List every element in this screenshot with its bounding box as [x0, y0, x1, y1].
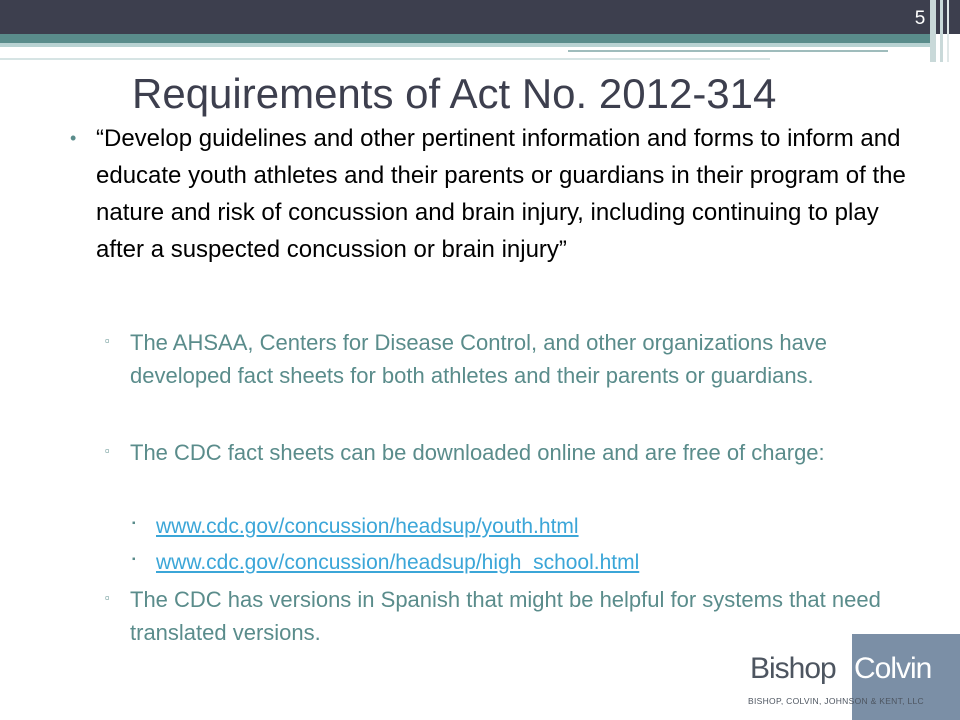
link-bullet-marker: ▪ — [132, 554, 136, 565]
header-accent-stripe — [0, 34, 930, 43]
link-youth[interactable]: www.cdc.gov/concussion/headsup/youth.html — [156, 515, 579, 538]
quote-text: “Develop guidelines and other pertinent information and forms to inform and educate youth athletes and their parents or guardians in their program of the nature and risk of concussion and brain injury, including continuing to play after a suspected concussion or brain injury” — [96, 125, 906, 263]
header-vertical-bar-2 — [940, 0, 943, 62]
header-light-stripe — [0, 43, 930, 47]
sub-bullet-text: The AHSAA, Centers for Disease Control, and other organizations have developed fact sheets for both athletes and their parents or guardians. — [130, 330, 828, 388]
link-high-school[interactable]: www.cdc.gov/concussion/headsup/high_school.html — [156, 551, 640, 574]
sub-bullet-text: The CDC fact sheets can be downloaded online and are free of charge: — [130, 440, 825, 465]
sub-bullet-fact-sheets — [105, 326, 920, 392]
header-thin-line-2 — [0, 58, 770, 60]
sub-bullet-marker: ▫ — [105, 443, 110, 458]
link-item-youth — [132, 512, 832, 542]
logo-word-bishop: Bishop — [750, 652, 836, 685]
main-bullet — [70, 120, 920, 268]
logo-subtitle: BISHOP, COLVIN, JOHNSON & KENT, LLC — [748, 696, 924, 706]
sub-bullet-cdc-download — [105, 436, 920, 469]
header-bar — [0, 0, 960, 34]
link-bullet-marker: ▪ — [132, 518, 136, 529]
logo-word-colvin: Colvin — [854, 652, 932, 685]
header-thin-line — [568, 50, 888, 52]
sub-bullet-text: The CDC has versions in Spanish that might be helpful for systems that need translated versions. — [130, 587, 881, 645]
sub-bullet-marker: ▫ — [105, 333, 110, 348]
header-vertical-bar-3 — [947, 0, 949, 62]
link-item-high-school — [132, 548, 832, 578]
slide-title: Requirements of Act No. 2012-314 — [132, 70, 777, 117]
bullet-marker: • — [70, 128, 77, 148]
slide-number: 5 — [914, 8, 926, 29]
sub-bullet-marker: ▫ — [105, 590, 110, 605]
bishop-colvin-logo — [740, 634, 960, 720]
